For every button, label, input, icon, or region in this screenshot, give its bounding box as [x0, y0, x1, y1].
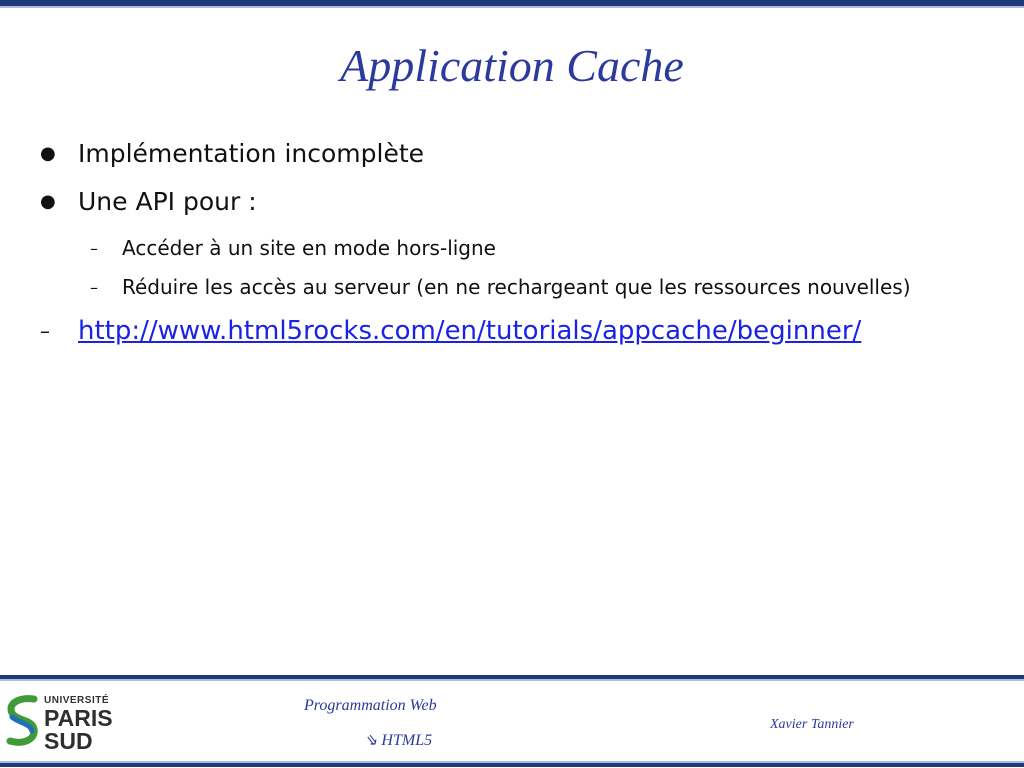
- footer: [0, 675, 1024, 768]
- paris-sud-s-logo-icon: [6, 695, 40, 753]
- dash-icon: –: [90, 278, 98, 297]
- logo-paris: PARIS: [44, 705, 113, 731]
- footer-rule-bottom: [0, 761, 1024, 767]
- university-logo: [6, 691, 116, 755]
- bullet-dot-icon: ●: [40, 143, 56, 164]
- bullet-text: Implémentation incomplète: [78, 139, 425, 168]
- sub-bullet-text: Réduire les accès au serveur (en ne rechargeant que les ressources nouvelles): [122, 275, 911, 299]
- slide-content: [40, 136, 990, 350]
- html5rocks-link[interactable]: http://www.html5rocks.com/en/tutorials/appcache/beginner/: [78, 316, 862, 346]
- author-name: Xavier Tannier: [770, 717, 854, 732]
- topic-arrow-icon: ⇘: [364, 732, 378, 749]
- topic-text: HTML5: [381, 732, 433, 749]
- topic: [364, 730, 432, 750]
- sub-bullet-item: [40, 232, 990, 265]
- slide-title: Application Cache: [340, 40, 684, 91]
- logo-universite: UNIVERSITÉ: [44, 695, 110, 706]
- sub-bullet-text: Accéder à un site en mode hors-ligne: [122, 236, 496, 260]
- dash-icon: –: [40, 319, 50, 343]
- dash-icon: –: [90, 239, 98, 258]
- course-name: Programmation Web: [304, 697, 437, 714]
- bullet-text: Une API pour :: [78, 187, 257, 216]
- bullet-item: [40, 184, 990, 220]
- link-item: [40, 312, 990, 350]
- bullet-item: [40, 136, 990, 172]
- sub-bullet-item: [40, 271, 990, 304]
- logo-sud: SUD: [44, 728, 93, 754]
- bullet-dot-icon: ●: [40, 191, 56, 212]
- footer-rule-top: [0, 675, 1024, 681]
- top-rule: [0, 0, 1024, 8]
